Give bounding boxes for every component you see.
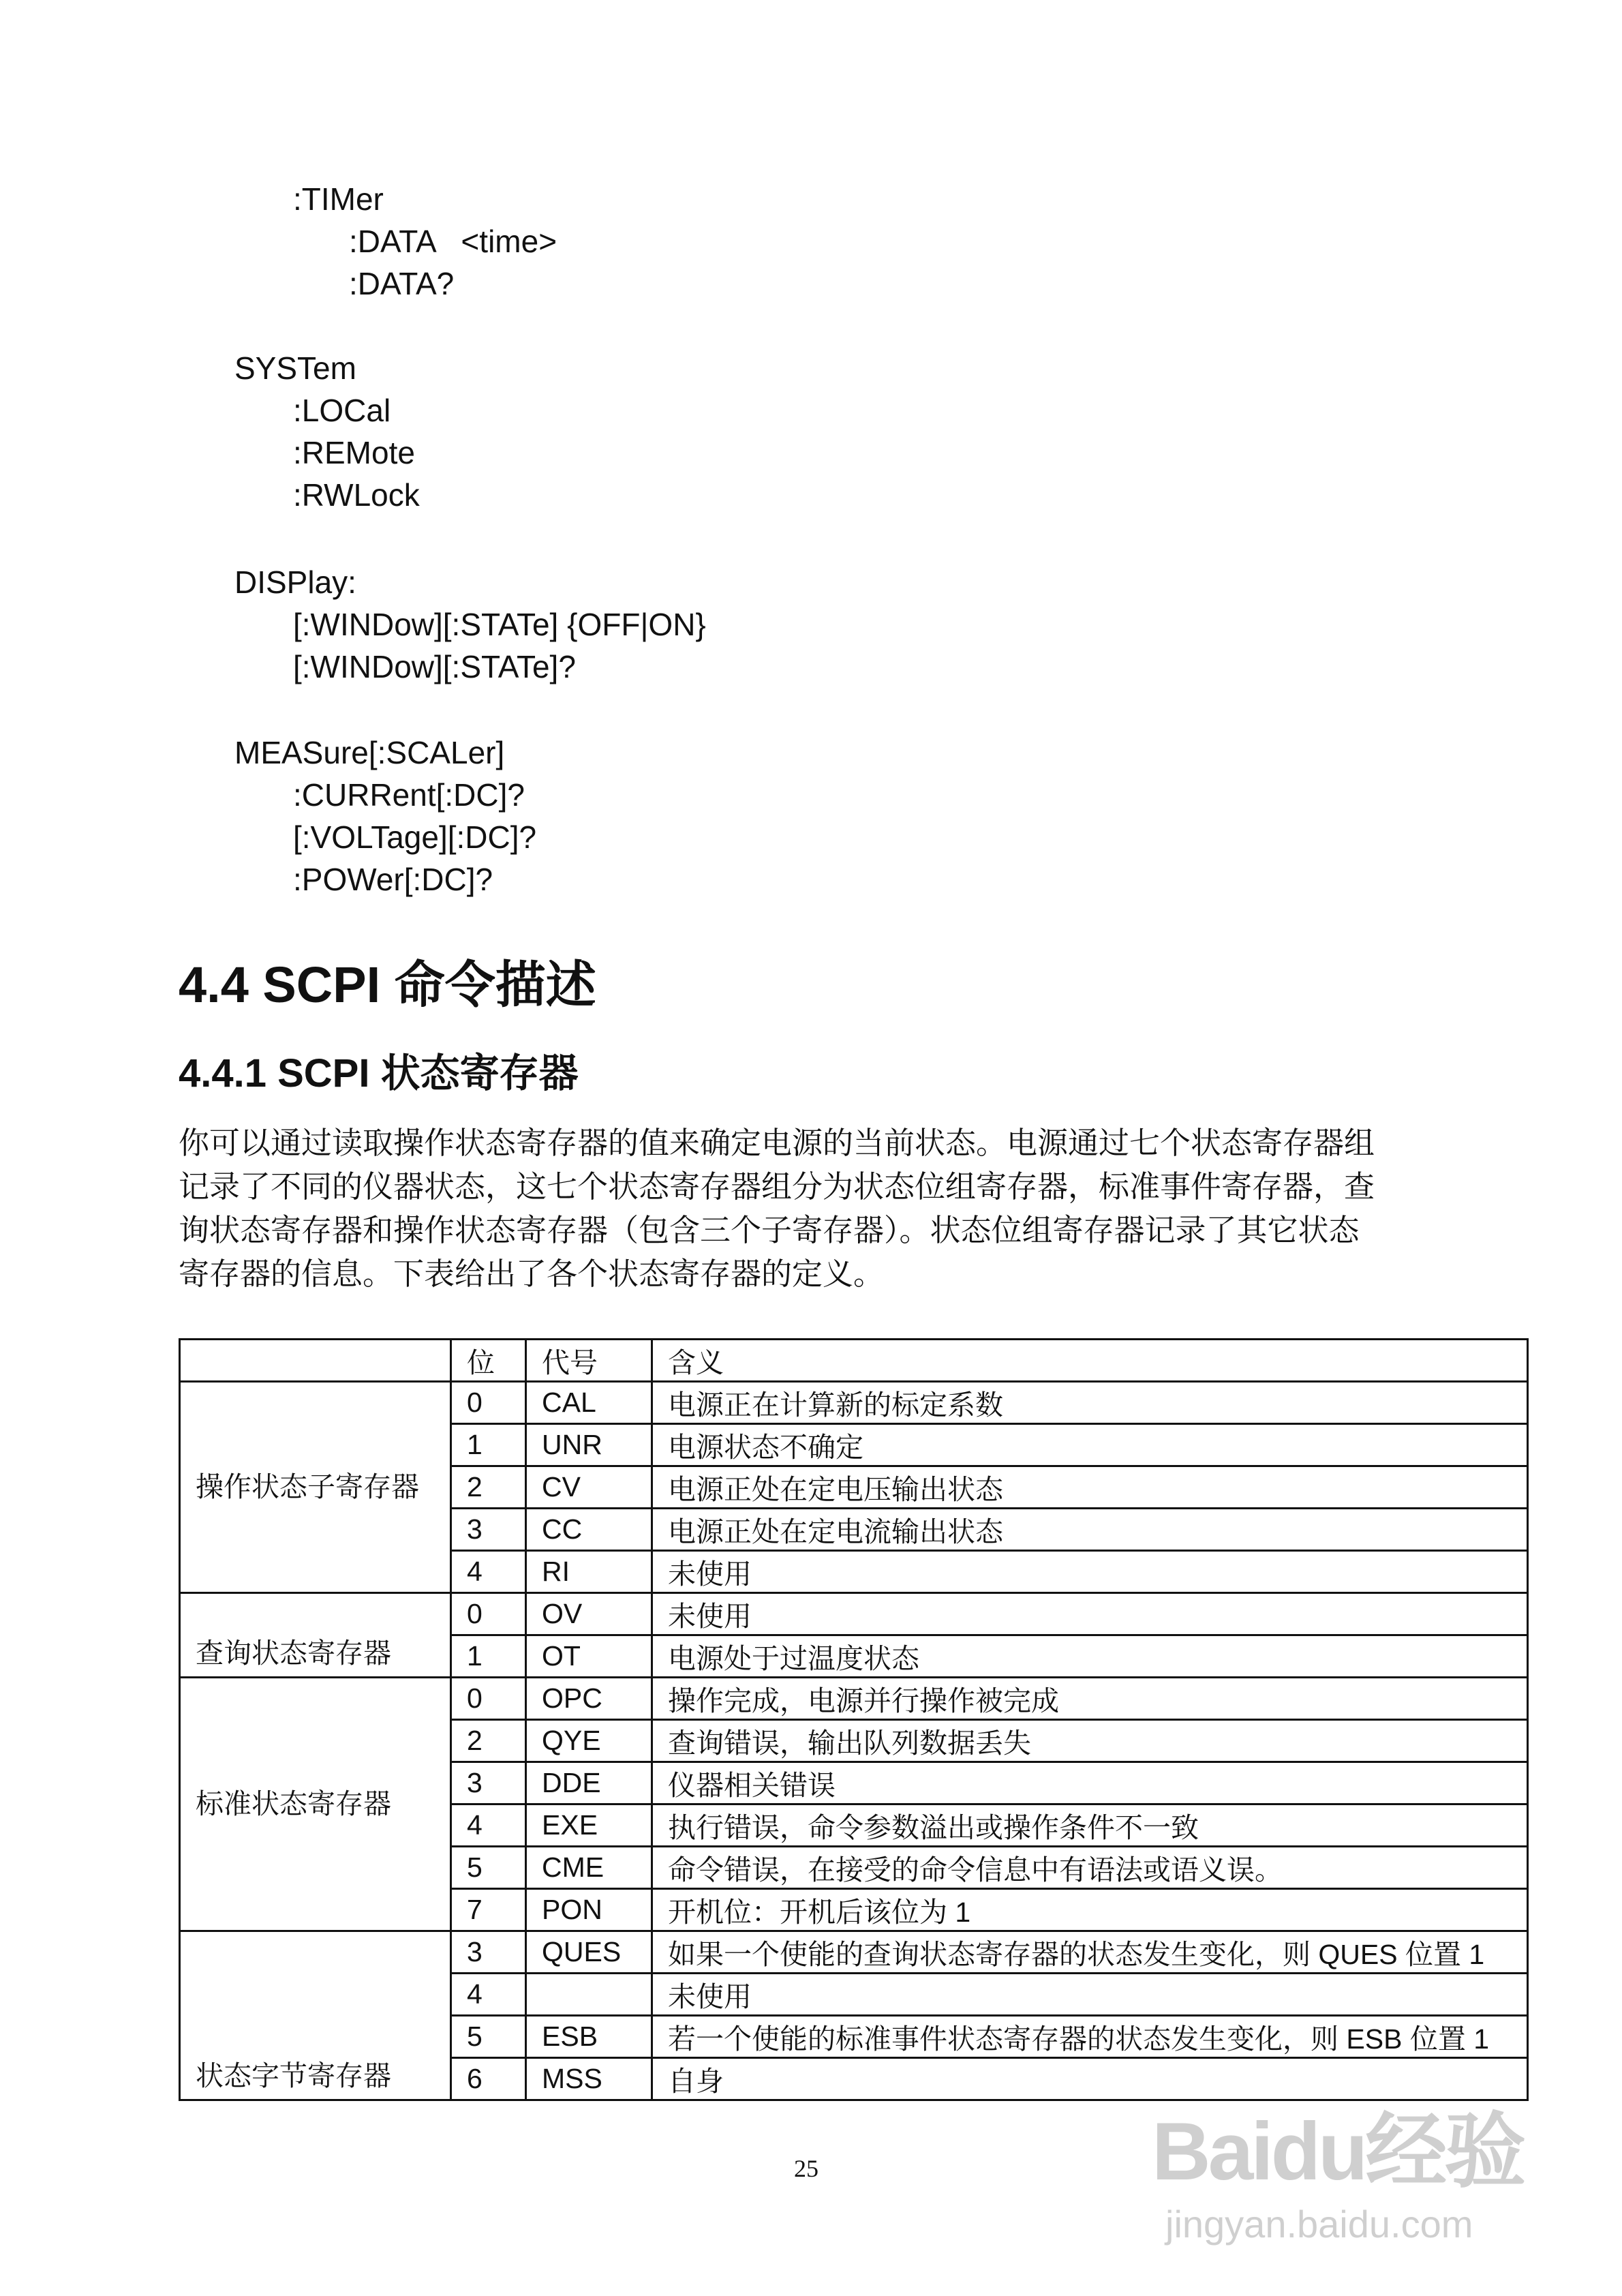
meaning-cell: 未使用 [652, 1551, 1528, 1593]
code-line: :TIMer [293, 181, 384, 217]
bit-cell: 4 [451, 1974, 526, 2016]
bit-cell: 5 [451, 1847, 526, 1889]
group-name-cell: 标准状态寄存器 [180, 1678, 451, 1931]
code-cell: CV [526, 1466, 652, 1509]
code-cell: OPC [526, 1678, 652, 1720]
code-line: :RWLock [293, 477, 420, 513]
meaning-cell: 电源正在计算新的标定系数 [652, 1382, 1528, 1424]
bit-cell: 4 [451, 1804, 526, 1847]
paragraph-line: 寄存器的信息。下表给出了各个状态寄存器的定义。 [179, 1256, 885, 1291]
watermark-brand: Baidu经验 [1152, 2106, 1524, 2197]
code-line: :POWer[:DC]? [293, 862, 493, 897]
bit-cell: 4 [451, 1551, 526, 1593]
bit-cell: 3 [451, 1762, 526, 1804]
baidu-jingyan-watermark [1152, 2072, 1561, 2277]
paragraph-line: 询状态寄存器和操作状态寄存器（包含三个子寄存器）。状态位组寄存器记录了其它状态 [179, 1213, 1360, 1248]
code-line: :CURRent[:DC]? [293, 777, 525, 813]
paragraph-line: 你可以通过读取操作状态寄存器的值来确定电源的当前状态。电源通过七个状态寄存器组 [179, 1126, 1375, 1160]
code-cell: CME [526, 1847, 652, 1889]
code-cell: MSS [526, 2058, 652, 2100]
meaning-cell: 电源正处在定电压输出状态 [652, 1466, 1528, 1509]
meaning-cell: 操作完成，电源并行操作被完成 [652, 1678, 1528, 1720]
bit-cell: 6 [451, 2058, 526, 2100]
bit-cell: 0 [451, 1678, 526, 1720]
meaning-cell: 自身 [652, 2058, 1528, 2100]
code-cell: RI [526, 1551, 652, 1593]
bit-cell: 0 [451, 1593, 526, 1635]
header-cell: 代号 [526, 1340, 652, 1382]
code-line: [:WINDow][:STATe] {OFF|ON} [293, 607, 706, 642]
code-line: :REMote [293, 435, 415, 470]
page-number: 25 [794, 2155, 818, 2182]
table-row [180, 1678, 1528, 1720]
code-line: :LOCal [293, 393, 391, 428]
meaning-cell: 仪器相关错误 [652, 1762, 1528, 1804]
table-row [180, 1382, 1528, 1424]
code-cell: OV [526, 1593, 652, 1635]
group-name-cell: 操作状态子寄存器 [180, 1382, 451, 1593]
code-line: MEASure[:SCALer] [234, 735, 505, 770]
code-cell: UNR [526, 1424, 652, 1466]
meaning-cell: 未使用 [652, 1974, 1528, 2016]
watermark-url: jingyan.baidu.com [1165, 2203, 1473, 2246]
code-cell [526, 1974, 652, 2016]
bit-cell: 1 [451, 1635, 526, 1678]
code-cell: CAL [526, 1382, 652, 1424]
meaning-cell: 查询错误，输出队列数据丢失 [652, 1720, 1528, 1762]
code-line: :DATA <time> [349, 224, 557, 259]
meaning-cell: 开机位：开机后该位为 1 [652, 1889, 1528, 1931]
code-cell: EXE [526, 1804, 652, 1847]
bit-cell: 1 [451, 1424, 526, 1466]
group-name-cell: 查询状态寄存器 [180, 1593, 451, 1678]
status-register-table [179, 1338, 1529, 2101]
table-header-row [180, 1340, 1528, 1382]
code-cell: DDE [526, 1762, 652, 1804]
code-line: SYSTem [234, 350, 356, 386]
meaning-cell: 未使用 [652, 1593, 1528, 1635]
code-cell: ESB [526, 2016, 652, 2058]
code-cell: QYE [526, 1720, 652, 1762]
body-paragraph [179, 1121, 1460, 1296]
code-line: [:WINDow][:STATe]? [293, 649, 576, 684]
meaning-cell: 如果一个使能的查询状态寄存器的状态发生变化，则 QUES 位置 1 [652, 1931, 1528, 1974]
meaning-cell: 命令错误，在接受的命令信息中有语法或语义误。 [652, 1847, 1528, 1889]
table-row [180, 1593, 1528, 1635]
code-cell: OT [526, 1635, 652, 1678]
table-row [180, 1931, 1528, 1974]
header-cell [180, 1340, 451, 1382]
code-cell: QUES [526, 1931, 652, 1974]
meaning-cell: 电源处于过温度状态 [652, 1635, 1528, 1678]
bit-cell: 3 [451, 1931, 526, 1974]
code-line: DISPlay: [234, 564, 356, 600]
bit-cell: 2 [451, 1720, 526, 1762]
subsection-title: 4.4.1 SCPI 状态寄存器 [179, 1051, 579, 1096]
bit-cell: 0 [451, 1382, 526, 1424]
header-cell: 位 [451, 1340, 526, 1382]
bit-cell: 3 [451, 1509, 526, 1551]
code-line: [:VOLTage][:DC]? [293, 819, 537, 855]
paragraph-line: 记录了不同的仪器状态，这七个状态寄存器组分为状态位组寄存器，标准事件寄存器，查 [179, 1169, 1375, 1204]
bit-cell: 2 [451, 1466, 526, 1509]
meaning-cell: 执行错误，命令参数溢出或操作条件不一致 [652, 1804, 1528, 1847]
code-line: :DATA? [349, 266, 455, 301]
bit-cell: 5 [451, 2016, 526, 2058]
meaning-cell: 电源正处在定电流输出状态 [652, 1509, 1528, 1551]
section-title: 4.4 SCPI 命令描述 [179, 956, 596, 1013]
code-cell: PON [526, 1889, 652, 1931]
meaning-cell: 若一个使能的标准事件状态寄存器的状态发生变化，则 ESB 位置 1 [652, 2016, 1528, 2058]
meaning-cell: 电源状态不确定 [652, 1424, 1528, 1466]
header-cell: 含义 [652, 1340, 1528, 1382]
code-cell: CC [526, 1509, 652, 1551]
group-name-cell: 状态字节寄存器 [180, 1931, 451, 2100]
bit-cell: 7 [451, 1889, 526, 1931]
